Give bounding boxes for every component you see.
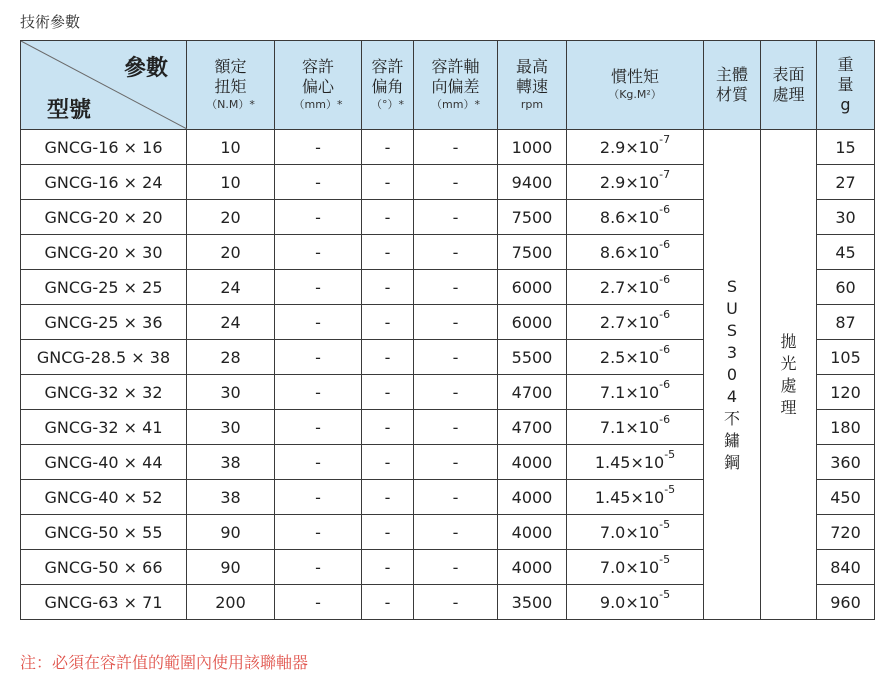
inertia-exponent: -5 bbox=[664, 482, 676, 496]
inertia-base: 8.6×10 bbox=[599, 242, 660, 262]
weight-cell: 450 bbox=[817, 480, 875, 515]
angular-cell: - bbox=[362, 165, 414, 200]
radial-cell: - bbox=[275, 235, 362, 270]
torque-cell: 90 bbox=[187, 515, 275, 550]
torque-cell: 20 bbox=[187, 235, 275, 270]
speed-cell: 4000 bbox=[498, 515, 567, 550]
inertia-base: 7.1×10 bbox=[599, 417, 660, 437]
torque-cell: 38 bbox=[187, 445, 275, 480]
surface-cell bbox=[761, 130, 817, 620]
header-radial-unit: （mm）* bbox=[293, 98, 343, 111]
header-weight-label: 重量g bbox=[837, 55, 854, 114]
torque-cell: 90 bbox=[187, 550, 275, 585]
inertia-cell bbox=[567, 480, 704, 515]
inertia-exponent: -6 bbox=[659, 307, 671, 321]
inertia-exponent: -5 bbox=[659, 552, 671, 566]
radial-cell: - bbox=[275, 340, 362, 375]
weight-cell: 60 bbox=[817, 270, 875, 305]
inertia-cell bbox=[567, 305, 704, 340]
inertia-base: 2.9×10 bbox=[599, 172, 660, 192]
model-cell: GNCG-63 × 71 bbox=[21, 585, 187, 620]
spec-table bbox=[20, 40, 875, 620]
speed-cell: 6000 bbox=[498, 305, 567, 340]
material-cell bbox=[704, 130, 761, 620]
inertia-cell bbox=[567, 410, 704, 445]
radial-cell: - bbox=[275, 130, 362, 165]
corner-param-label: 參數 bbox=[123, 56, 168, 81]
corner-model-label: 型號 bbox=[47, 98, 92, 123]
inertia-exponent: -6 bbox=[659, 412, 671, 426]
header-radial bbox=[275, 41, 362, 130]
angular-cell: - bbox=[362, 410, 414, 445]
inertia-base: 1.45×10 bbox=[594, 487, 665, 507]
axial-cell: - bbox=[414, 130, 498, 165]
header-inertia bbox=[567, 41, 704, 130]
header-speed bbox=[498, 41, 567, 130]
inertia-cell bbox=[567, 200, 704, 235]
header-speed-unit: rpm bbox=[520, 98, 544, 111]
spec-table-body bbox=[21, 130, 875, 620]
inertia-cell bbox=[567, 340, 704, 375]
model-cell: GNCG-28.5 × 38 bbox=[21, 340, 187, 375]
torque-cell: 10 bbox=[187, 165, 275, 200]
speed-cell: 9400 bbox=[498, 165, 567, 200]
torque-cell: 20 bbox=[187, 200, 275, 235]
angular-cell: - bbox=[362, 235, 414, 270]
axial-cell: - bbox=[414, 550, 498, 585]
axial-cell: - bbox=[414, 585, 498, 620]
angular-cell: - bbox=[362, 480, 414, 515]
weight-cell: 360 bbox=[817, 445, 875, 480]
angular-cell: - bbox=[362, 585, 414, 620]
radial-cell: - bbox=[275, 550, 362, 585]
inertia-exponent: -6 bbox=[659, 272, 671, 286]
axial-cell: - bbox=[414, 165, 498, 200]
speed-cell: 3500 bbox=[498, 585, 567, 620]
diagonal-line bbox=[21, 41, 187, 129]
speed-cell: 7500 bbox=[498, 235, 567, 270]
model-cell: GNCG-40 × 44 bbox=[21, 445, 187, 480]
inertia-cell bbox=[567, 235, 704, 270]
torque-cell: 38 bbox=[187, 480, 275, 515]
inertia-exponent: -5 bbox=[659, 587, 671, 601]
speed-cell: 7500 bbox=[498, 200, 567, 235]
angular-cell: - bbox=[362, 515, 414, 550]
weight-cell: 15 bbox=[817, 130, 875, 165]
radial-cell: - bbox=[275, 585, 362, 620]
header-torque bbox=[187, 41, 275, 130]
inertia-base: 9.0×10 bbox=[599, 592, 660, 612]
header-material bbox=[704, 41, 761, 130]
inertia-cell bbox=[567, 445, 704, 480]
speed-cell: 4000 bbox=[498, 550, 567, 585]
inertia-cell bbox=[567, 515, 704, 550]
inertia-cell bbox=[567, 270, 704, 305]
weight-cell: 45 bbox=[817, 235, 875, 270]
header-row bbox=[21, 41, 875, 130]
header-surface-label: 表面處理 bbox=[772, 65, 805, 104]
corner-header bbox=[21, 41, 187, 130]
header-axial-unit: （mm）* bbox=[431, 98, 480, 111]
header-radial-label: 容許偏心 bbox=[301, 57, 334, 96]
weight-cell: 105 bbox=[817, 340, 875, 375]
axial-cell: - bbox=[414, 200, 498, 235]
model-cell: GNCG-25 × 36 bbox=[21, 305, 187, 340]
header-torque-label: 額定扭矩 bbox=[214, 57, 247, 96]
angular-cell: - bbox=[362, 375, 414, 410]
axial-cell: - bbox=[414, 235, 498, 270]
angular-cell: - bbox=[362, 200, 414, 235]
header-angular-label: 容許偏角 bbox=[371, 57, 404, 96]
speed-cell: 4700 bbox=[498, 375, 567, 410]
axial-cell: - bbox=[414, 340, 498, 375]
inertia-cell bbox=[567, 130, 704, 165]
axial-cell: - bbox=[414, 515, 498, 550]
weight-cell: 840 bbox=[817, 550, 875, 585]
speed-cell: 4000 bbox=[498, 445, 567, 480]
weight-cell: 87 bbox=[817, 305, 875, 340]
speed-cell: 4700 bbox=[498, 410, 567, 445]
radial-cell: - bbox=[275, 410, 362, 445]
torque-cell: 200 bbox=[187, 585, 275, 620]
model-cell: GNCG-50 × 55 bbox=[21, 515, 187, 550]
inertia-exponent: -6 bbox=[659, 377, 671, 391]
angular-cell: - bbox=[362, 305, 414, 340]
table-row bbox=[21, 130, 875, 165]
model-cell: GNCG-40 × 52 bbox=[21, 480, 187, 515]
axial-cell: - bbox=[414, 270, 498, 305]
radial-cell: - bbox=[275, 445, 362, 480]
header-axial-label: 容許軸向偏差 bbox=[431, 57, 480, 96]
model-cell: GNCG-50 × 66 bbox=[21, 550, 187, 585]
inertia-base: 2.9×10 bbox=[599, 137, 660, 157]
torque-cell: 24 bbox=[187, 270, 275, 305]
header-torque-unit: （N.M）* bbox=[206, 98, 255, 111]
inertia-base: 2.5×10 bbox=[599, 347, 660, 367]
model-cell: GNCG-16 × 24 bbox=[21, 165, 187, 200]
weight-cell: 180 bbox=[817, 410, 875, 445]
inertia-exponent: -5 bbox=[664, 447, 676, 461]
speed-cell: 6000 bbox=[498, 270, 567, 305]
header-axial bbox=[414, 41, 498, 130]
surface-value: 拋光處理 bbox=[780, 331, 797, 417]
inertia-cell bbox=[567, 165, 704, 200]
model-cell: GNCG-32 × 32 bbox=[21, 375, 187, 410]
angular-cell: - bbox=[362, 130, 414, 165]
radial-cell: - bbox=[275, 165, 362, 200]
inertia-base: 7.1×10 bbox=[599, 382, 660, 402]
inertia-cell bbox=[567, 375, 704, 410]
weight-cell: 27 bbox=[817, 165, 875, 200]
axial-cell: - bbox=[414, 480, 498, 515]
radial-cell: - bbox=[275, 515, 362, 550]
torque-cell: 30 bbox=[187, 375, 275, 410]
speed-cell: 5500 bbox=[498, 340, 567, 375]
angular-cell: - bbox=[362, 445, 414, 480]
material-value: SUS304不鏽鋼 bbox=[723, 276, 740, 472]
weight-cell: 30 bbox=[817, 200, 875, 235]
axial-cell: - bbox=[414, 305, 498, 340]
torque-cell: 30 bbox=[187, 410, 275, 445]
torque-cell: 10 bbox=[187, 130, 275, 165]
axial-cell: - bbox=[414, 375, 498, 410]
inertia-base: 2.7×10 bbox=[599, 277, 660, 297]
model-cell: GNCG-25 × 25 bbox=[21, 270, 187, 305]
header-angular-unit: （°）* bbox=[371, 98, 404, 111]
header-surface bbox=[761, 41, 817, 130]
inertia-exponent: -7 bbox=[659, 132, 671, 146]
weight-cell: 720 bbox=[817, 515, 875, 550]
model-cell: GNCG-32 × 41 bbox=[21, 410, 187, 445]
weight-cell: 960 bbox=[817, 585, 875, 620]
header-speed-label: 最高轉速 bbox=[515, 57, 548, 96]
inertia-exponent: -6 bbox=[659, 342, 671, 356]
inertia-base: 1.45×10 bbox=[594, 452, 665, 472]
radial-cell: - bbox=[275, 270, 362, 305]
angular-cell: - bbox=[362, 340, 414, 375]
header-weight bbox=[817, 41, 875, 130]
radial-cell: - bbox=[275, 305, 362, 340]
axial-cell: - bbox=[414, 410, 498, 445]
inertia-cell bbox=[567, 550, 704, 585]
inertia-exponent: -7 bbox=[659, 167, 671, 181]
usage-note: 注：必須在容許值的範圍內使用該聯軸器 bbox=[20, 653, 309, 672]
header-inertia-label: 慣性矩 bbox=[610, 67, 659, 86]
header-inertia-unit: （Kg.M²） bbox=[608, 88, 662, 101]
header-material-label: 主體材質 bbox=[715, 65, 748, 104]
angular-cell: - bbox=[362, 550, 414, 585]
model-cell: GNCG-16 × 16 bbox=[21, 130, 187, 165]
radial-cell: - bbox=[275, 200, 362, 235]
torque-cell: 24 bbox=[187, 305, 275, 340]
axial-cell: - bbox=[414, 445, 498, 480]
torque-cell: 28 bbox=[187, 340, 275, 375]
inertia-base: 7.0×10 bbox=[599, 522, 660, 542]
header-angular bbox=[362, 41, 414, 130]
inertia-base: 8.6×10 bbox=[599, 207, 660, 227]
inertia-exponent: -6 bbox=[659, 237, 671, 251]
model-cell: GNCG-20 × 20 bbox=[21, 200, 187, 235]
speed-cell: 4000 bbox=[498, 480, 567, 515]
angular-cell: - bbox=[362, 270, 414, 305]
model-cell: GNCG-20 × 30 bbox=[21, 235, 187, 270]
weight-cell: 120 bbox=[817, 375, 875, 410]
page-title: 技術參數 bbox=[20, 13, 81, 31]
speed-cell: 1000 bbox=[498, 130, 567, 165]
inertia-exponent: -6 bbox=[659, 202, 671, 216]
inertia-base: 7.0×10 bbox=[599, 557, 660, 577]
inertia-exponent: -5 bbox=[659, 517, 671, 531]
radial-cell: - bbox=[275, 480, 362, 515]
inertia-cell bbox=[567, 585, 704, 620]
radial-cell: - bbox=[275, 375, 362, 410]
inertia-base: 2.7×10 bbox=[599, 312, 660, 332]
